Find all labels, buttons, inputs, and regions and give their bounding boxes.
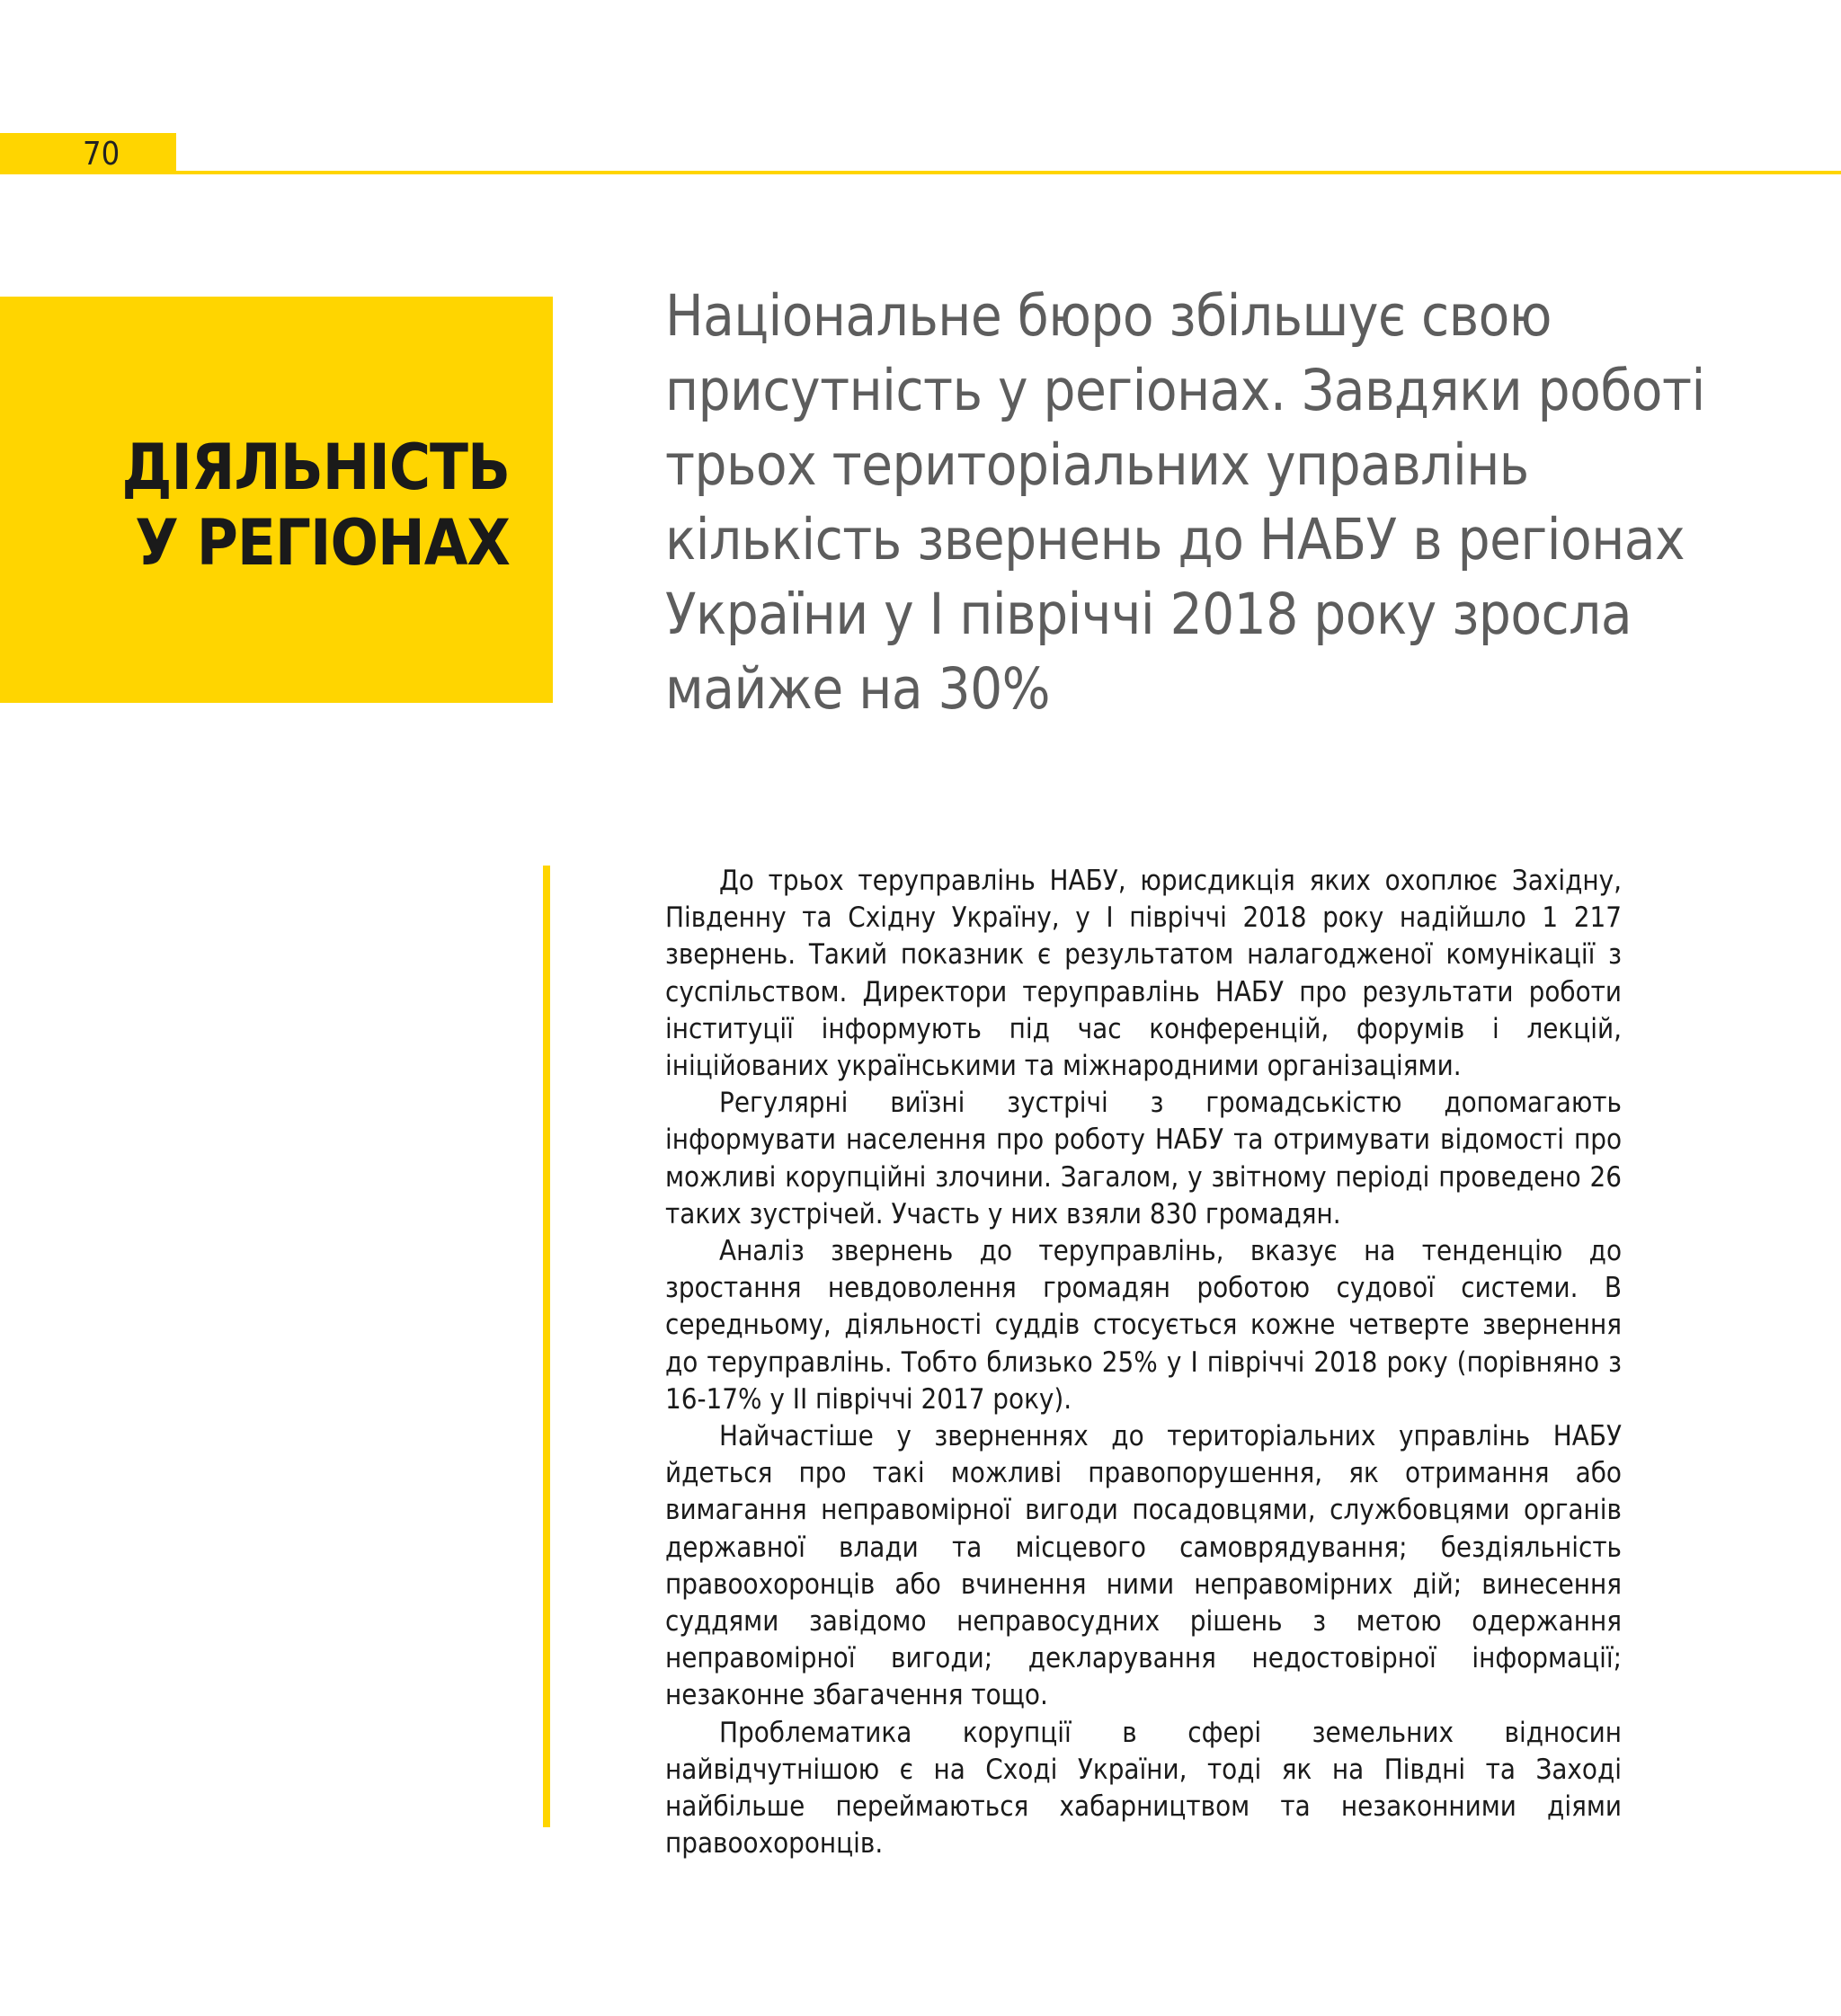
- lead-paragraph: Національне бюро збільшує свою присутність у регіонах. Завдяки роботі трьох територіальних управлінь кількість звернень до НАБУ в регіонах України у І півріччі 2018 року зросла майже на 30%: [665, 283, 1705, 722]
- body-paragraph: До трьох теруправлінь НАБУ, юрисдикція яких охоплює Західну, Південну та Східну Україну, у І півріччі 2018 року надійшло 1 217 звернень. Такий показник є результатом налагодженої комунікації з суспільством. Директори теруправлінь НАБУ про результати роботи інституції інформують під час конференцій, форумів і лекцій, ініційованих українськими та міжнародними організаціями.: [665, 865, 1622, 1083]
- section-title: [121, 430, 510, 581]
- body-paragraph: Регулярні виїзні зустрічі з громадськістю допомагають інформувати населення про роботу НАБУ та отримувати відомості про можливі корупційні злочини. Загалом, у звітному періоді проведено 26 таких зустрічей. Участь у них взяли 830 громадян.: [665, 1087, 1622, 1230]
- section-title-line-2: У РЕГІОНАХ: [135, 506, 510, 580]
- header-rule: [176, 171, 1841, 174]
- body-paragraph: Аналіз звернень до теруправлінь, вказує на тенденцію до зростання невдоволення громадян роботою судової системи. В середньому, діяльності суддів стосується кожне четверте звернення до теруправлінь. Тобто близько 25% у І півріччі 2018 року (порівняно з 16-17% у ІІ півріччі 2017 року).: [665, 1235, 1622, 1416]
- body-paragraph: Найчастіше у зверненнях до територіальних управлінь НАБУ йдеться про такі можливі правопорушення, як отримання або вимагання неправомірної вигоди посадовцями, службовцями органів державної влади та місцевого самоврядування; бездіяльність правоохоронців або вчинення ними неправомірних дій; винесення суддями завідомо неправосудних рішень з метою одержання неправомірної вигоди; декларування недостовірної інформації; незаконне збагачення тощо.: [665, 1420, 1622, 1712]
- section-title-box: [0, 297, 553, 703]
- section-title-line-1: ДІЯЛЬНІСТЬ: [121, 431, 510, 504]
- page-number: 70: [83, 136, 120, 173]
- side-accent-bar: [543, 866, 550, 1827]
- body-text: [665, 863, 1622, 1862]
- body-paragraph: Проблематика корупції в сфері земельних відносин найвідчутнішою є на Сході України, тоді як на Півдні та Заході найбільше переймаються хабарництвом та незаконними діями правоохоронців.: [665, 1716, 1622, 1861]
